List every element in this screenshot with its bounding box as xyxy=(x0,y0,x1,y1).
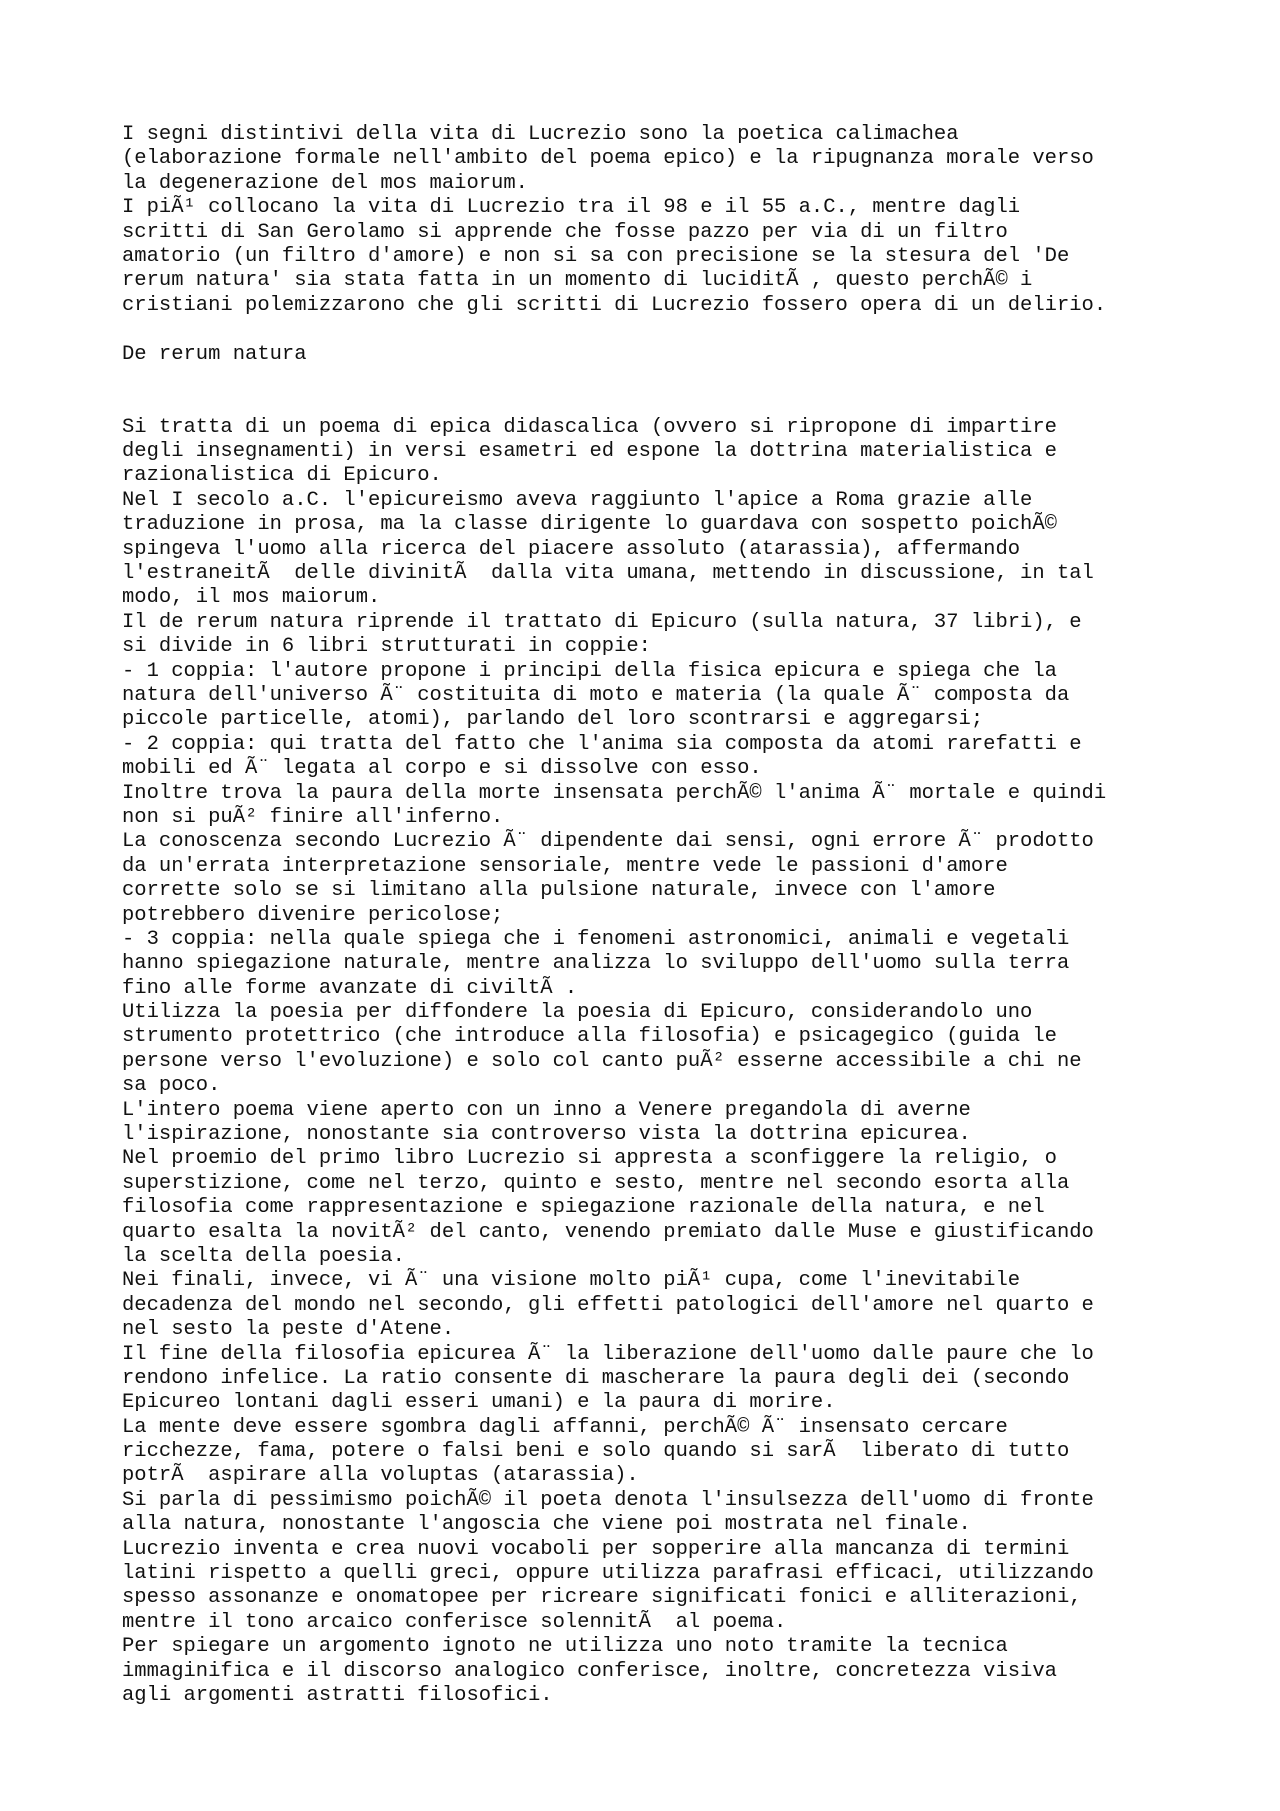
text-line: Nei finali, invece, vi Ã¨ una visione molto piÃ¹ cupa, come l'inevitabile xyxy=(122,1269,1021,1293)
text-line: spesso assonanze e onomatopee per ricreare significati fonici e alliterazioni, xyxy=(122,1586,1082,1610)
text-line: potrebbero divenire pericolose; xyxy=(122,903,504,927)
text-line: corrette solo se si limitano alla pulsione naturale, invece con l'amore xyxy=(122,879,996,903)
text-line xyxy=(122,318,1222,342)
text-line: si divide in 6 libri strutturati in coppie: xyxy=(122,635,651,659)
text-line: latini rispetto a quelli greci, oppure utilizza parafrasi efficaci, utilizzando xyxy=(122,1562,1094,1586)
text-line: Il fine della filosofia epicurea Ã¨ la liberazione dell'uomo dalle paure che lo xyxy=(122,1342,1094,1366)
text-line: Per spiegare un argomento ignoto ne utilizza uno noto tramite la tecnica xyxy=(122,1635,1008,1659)
text-line: - 2 coppia: qui tratta del fatto che l'anima sia composta da atomi rarefatti e xyxy=(122,732,1082,756)
text-line: De rerum natura xyxy=(122,342,307,366)
text-line: L'intero poema viene aperto con un inno a Venere pregandola di averne xyxy=(122,1098,971,1122)
text-line: rerum natura' sia stata fatta in un momento di luciditÃ , questo perchÃ© i xyxy=(122,269,1033,293)
text-line: strumento protettrico (che introduce alla filosofia) e psicagegico (guida le xyxy=(122,1025,1057,1049)
text-line: sa poco. xyxy=(122,1074,221,1098)
text-line: scritti di San Gerolamo si apprende che fosse pazzo per via di un filtro xyxy=(122,220,1008,244)
text-line: - 3 coppia: nella quale spiega che i fenomeni astronomici, animali e vegetali xyxy=(122,927,1070,951)
text-line: alla natura, nonostante l'angoscia che viene poi mostrata nel finale. xyxy=(122,1513,971,1537)
text-line: degli insegnamenti) in versi esametri ed espone la dottrina materialistica e xyxy=(122,440,1057,464)
text-line: agli argomenti astratti filosofici. xyxy=(122,1684,553,1707)
text-line: non si puÃ² finire all'inferno. xyxy=(122,805,504,829)
text-line: nel sesto la peste d'Atene. xyxy=(122,1318,455,1342)
text-line: I segni distintivi della vita di Lucrezio sono la poetica calimachea xyxy=(122,123,959,146)
text-line: Inoltre trova la paura della morte insensata perchÃ© l'anima Ã¨ mortale e quindi xyxy=(122,781,1107,805)
text-line: immaginifica e il discorso analogico conferisce, inoltre, concretezza visiva xyxy=(122,1659,1057,1683)
text-line: mobili ed Ã¨ legata al corpo e si dissolve con esso. xyxy=(122,757,762,781)
text-line: amatorio (un filtro d'amore) e non si sa con precisione se la stesura del 'De xyxy=(122,244,1070,268)
text-line xyxy=(122,391,1222,415)
text-line: mentre il tono arcaico conferisce solennitÃ al poema. xyxy=(122,1610,787,1634)
text-line: Nel I secolo a.C. l'epicureismo aveva raggiunto l'apice a Roma grazie alle xyxy=(122,488,1033,512)
text-line: filosofia come rappresentazione e spiegazione razionale della natura, e nel xyxy=(122,1196,1045,1220)
text-line: rendono infelice. La ratio consente di mascherare la paura degli dei (secondo xyxy=(122,1366,1070,1390)
text-line: - 1 coppia: l'autore propone i principi della fisica epicura e spiega che la xyxy=(122,659,1057,683)
text-line: I piÃ¹ collocano la vita di Lucrezio tra il 98 e il 55 a.C., mentre dagli xyxy=(122,196,1021,220)
document-text xyxy=(122,123,1222,1708)
text-line: decadenza del mondo nel secondo, gli effetti patologici dell'amore nel quarto e xyxy=(122,1293,1094,1317)
text-line: Lucrezio inventa e crea nuovi vocaboli per sopperire alla mancanza di termini xyxy=(122,1537,1070,1561)
text-line: l'ispirazione, nonostante sia controverso vista la dottrina epicurea. xyxy=(122,1123,971,1147)
text-line: Epicureo lontani dagli esseri umani) e la paura di morire. xyxy=(122,1391,836,1415)
text-line: hanno spiegazione naturale, mentre analizza lo sviluppo dell'uomo sulla terra xyxy=(122,952,1070,976)
text-line: la degenerazione del mos maiorum. xyxy=(122,171,528,195)
text-line: potrÃ aspirare alla voluptas (atarassia). xyxy=(122,1464,639,1488)
text-line: razionalistica di Epicuro. xyxy=(122,464,442,488)
text-line: piccole particelle, atomi), parlando del loro scontrarsi e aggregarsi; xyxy=(122,708,984,732)
text-line: La mente deve essere sgombra dagli affanni, perchÃ© Ã¨ insensato cercare xyxy=(122,1415,1008,1439)
text-line: ricchezze, fama, potere o falsi beni e solo quando si sarÃ liberato di tutto xyxy=(122,1440,1070,1464)
text-line: modo, il mos maiorum. xyxy=(122,586,381,610)
text-line: La conoscenza secondo Lucrezio Ã¨ dipendente dai sensi, ogni errore Ã¨ prodotto xyxy=(122,830,1094,854)
text-line: Si parla di pessimismo poichÃ© il poeta denota l'insulsezza dell'uomo di fronte xyxy=(122,1488,1094,1512)
text-line: (elaborazione formale nell'ambito del poema epico) e la ripugnanza morale verso xyxy=(122,147,1094,171)
text-line: da un'errata interpretazione sensoriale, mentre vede le passioni d'amore xyxy=(122,854,1008,878)
text-line: spingeva l'uomo alla ricerca del piacere assoluto (atarassia), affermando xyxy=(122,537,1021,561)
text-line: natura dell'universo Ã¨ costituita di moto e materia (la quale Ã¨ composta da xyxy=(122,683,1070,707)
text-line: Utilizza la poesia per diffondere la poesia di Epicuro, considerandolo uno xyxy=(122,1001,1033,1025)
text-line: persone verso l'evoluzione) e solo col canto puÃ² esserne accessibile a chi ne xyxy=(122,1049,1082,1073)
text-line: Il de rerum natura riprende il trattato di Epicuro (sulla natura, 37 libri), e xyxy=(122,610,1082,634)
text-line xyxy=(122,367,1222,391)
text-line: fino alle forme avanzate di civiltÃ . xyxy=(122,976,578,1000)
text-line: la scelta della poesia. xyxy=(122,1244,405,1268)
text-line: Si tratta di un poema di epica didascalica (ovvero si ripropone di impartire xyxy=(122,415,1057,439)
text-line: superstizione, come nel terzo, quinto e sesto, mentre nel secondo esorta alla xyxy=(122,1171,1070,1195)
text-line: l'estraneitÃ delle divinitÃ dalla vita umana, mettendo in discussione, in tal xyxy=(122,562,1094,586)
text-line: Nel proemio del primo libro Lucrezio si appresta a sconfiggere la religio, o xyxy=(122,1147,1057,1171)
text-line: traduzione in prosa, ma la classe dirigente lo guardava con sospetto poichÃ© xyxy=(122,513,1057,537)
text-line: cristiani polemizzarono che gli scritti di Lucrezio fossero opera di un delirio. xyxy=(122,293,1107,317)
text-line: quarto esalta la novitÃ² del canto, venendo premiato dalle Muse e giustificando xyxy=(122,1220,1094,1244)
